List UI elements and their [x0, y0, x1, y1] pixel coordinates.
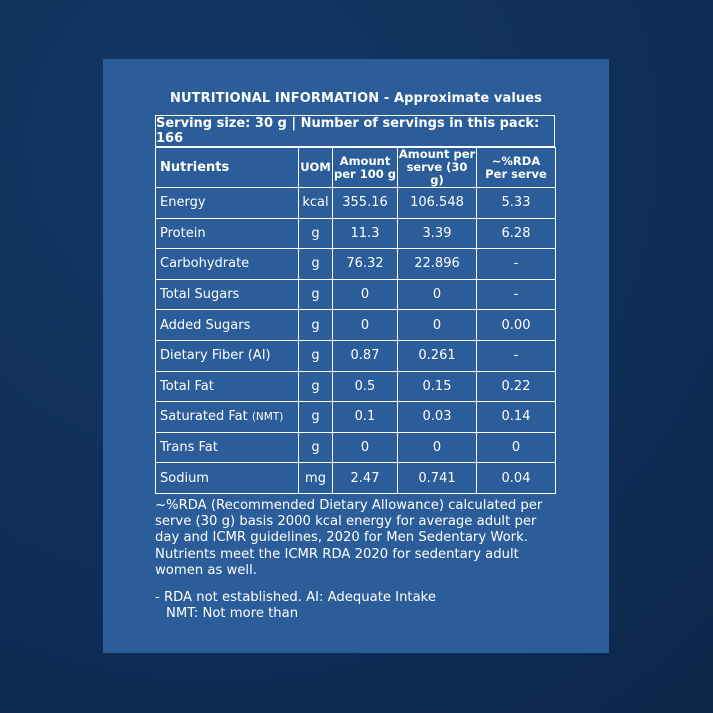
amount-per-serve-cell: 3.39	[398, 218, 477, 249]
table-row	[156, 371, 556, 402]
uom-cell: mg	[299, 463, 333, 494]
table-row	[156, 310, 556, 341]
nutrient-name-cell	[156, 218, 299, 249]
table-row	[156, 188, 556, 219]
amount-per-serve-cell: 0	[398, 432, 477, 463]
rda-footnote: ~%RDA (Recommended Dietary Allowance) calculated per serve (30 g) basis 2000 kcal energy for average adult per day and ICMR guidelines, 2020 for Men Sedentary Work. Nutrients meet the ICMR RDA 2020 for sedentary adult women as well.	[155, 498, 543, 578]
rda-cell: 6.28	[477, 218, 556, 249]
nutrient-name-cell	[156, 432, 299, 463]
amount-per-100g-cell: 355.16	[333, 188, 398, 219]
uom-cell: g	[299, 371, 333, 402]
legend	[155, 590, 555, 622]
amount-per-100g-cell: 0	[333, 432, 398, 463]
nutrient-name: Protein	[160, 225, 206, 241]
uom-cell: g	[299, 218, 333, 249]
table-row	[156, 402, 556, 433]
header-amount-per-100g	[333, 148, 398, 188]
rda-cell: -	[477, 279, 556, 310]
nutrient-name-cell	[156, 463, 299, 494]
uom-cell: kcal	[299, 188, 333, 219]
amount-per-serve-cell: 0	[398, 310, 477, 341]
header-amount-per-serve-line1: Amount per	[398, 147, 476, 161]
nutrient-name: Sodium	[160, 470, 209, 486]
amount-per-100g-cell: 11.3	[333, 218, 398, 249]
nutrient-name: Trans Fat	[160, 440, 218, 456]
table-row	[156, 249, 556, 280]
rda-cell: 0.22	[477, 371, 556, 402]
rda-cell: 5.33	[477, 188, 556, 219]
amount-per-100g-cell: 76.32	[333, 249, 398, 280]
nutrient-note: (NMT)	[251, 411, 284, 424]
nutrient-name: Saturated Fat	[160, 409, 252, 425]
nutrient-name-cell	[156, 402, 299, 433]
header-rda-line1: ~%RDA	[491, 153, 541, 168]
table-row	[156, 279, 556, 310]
nutrient-name: Carbohydrate	[160, 256, 250, 272]
table-row	[156, 432, 556, 463]
nutrient-name: Added Sugars	[160, 317, 251, 333]
rda-cell: -	[477, 340, 556, 371]
nutrient-name-cell	[156, 310, 299, 341]
nutrient-name-cell	[156, 249, 299, 280]
amount-per-serve-cell: 0.15	[398, 371, 477, 402]
uom-cell: g	[299, 249, 333, 280]
nutrient-name: Dietary Fiber (AI)	[160, 348, 271, 364]
amount-per-serve-cell: 0.261	[398, 340, 477, 371]
nutrient-name-cell	[156, 371, 299, 402]
amount-per-100g-cell: 0.87	[333, 340, 398, 371]
nutrition-table	[155, 147, 556, 494]
legend-line-nmt: NMT: Not more than	[166, 606, 299, 622]
amount-per-serve-cell: 22.896	[398, 249, 477, 280]
nutrition-title: NUTRITIONAL INFORMATION - Approximate values	[169, 91, 543, 106]
header-nutrients: Nutrients	[156, 148, 299, 188]
amount-per-serve-cell: 0.741	[398, 463, 477, 494]
uom-cell: g	[299, 279, 333, 310]
nutrition-label-panel	[103, 59, 609, 653]
legend-line-rda: - RDA not established. AI: Adequate Intake	[155, 590, 436, 605]
amount-per-serve-cell: 106.548	[398, 188, 477, 219]
rda-cell: 0	[477, 432, 556, 463]
header-rda	[477, 148, 556, 188]
rda-cell: 0.14	[477, 402, 556, 433]
nutrient-name: Total Sugars	[160, 287, 240, 303]
amount-per-100g-cell: 0	[333, 310, 398, 341]
serving-info: Serving size: 30 g | Number of servings in this pack: 166	[155, 115, 555, 147]
nutrient-name-cell	[156, 340, 299, 371]
header-amount-per-100g-line2: per 100 g	[334, 166, 396, 181]
header-amount-per-serve-line2: serve (30 g)	[406, 160, 468, 187]
nutrient-name-cell	[156, 188, 299, 219]
rda-cell: -	[477, 249, 556, 280]
uom-cell: g	[299, 432, 333, 463]
nutrient-name-cell	[156, 279, 299, 310]
uom-cell: g	[299, 402, 333, 433]
amount-per-100g-cell: 0	[333, 279, 398, 310]
header-uom: UOM	[299, 148, 333, 188]
table-row	[156, 218, 556, 249]
uom-cell: g	[299, 340, 333, 371]
amount-per-serve-cell: 0	[398, 279, 477, 310]
nutrient-name: Energy	[160, 195, 206, 211]
header-rda-line2: Per serve	[485, 166, 547, 181]
header-amount-per-100g-line1: Amount	[339, 153, 391, 168]
nutrient-name: Total Fat	[160, 378, 214, 394]
rda-cell: 0.00	[477, 310, 556, 341]
table-row	[156, 340, 556, 371]
table-header-row	[156, 148, 556, 188]
amount-per-100g-cell: 2.47	[333, 463, 398, 494]
header-amount-per-serve	[398, 148, 477, 188]
rda-cell: 0.04	[477, 463, 556, 494]
table-row	[156, 463, 556, 494]
amount-per-100g-cell: 0.5	[333, 371, 398, 402]
amount-per-100g-cell: 0.1	[333, 402, 398, 433]
amount-per-serve-cell: 0.03	[398, 402, 477, 433]
uom-cell: g	[299, 310, 333, 341]
